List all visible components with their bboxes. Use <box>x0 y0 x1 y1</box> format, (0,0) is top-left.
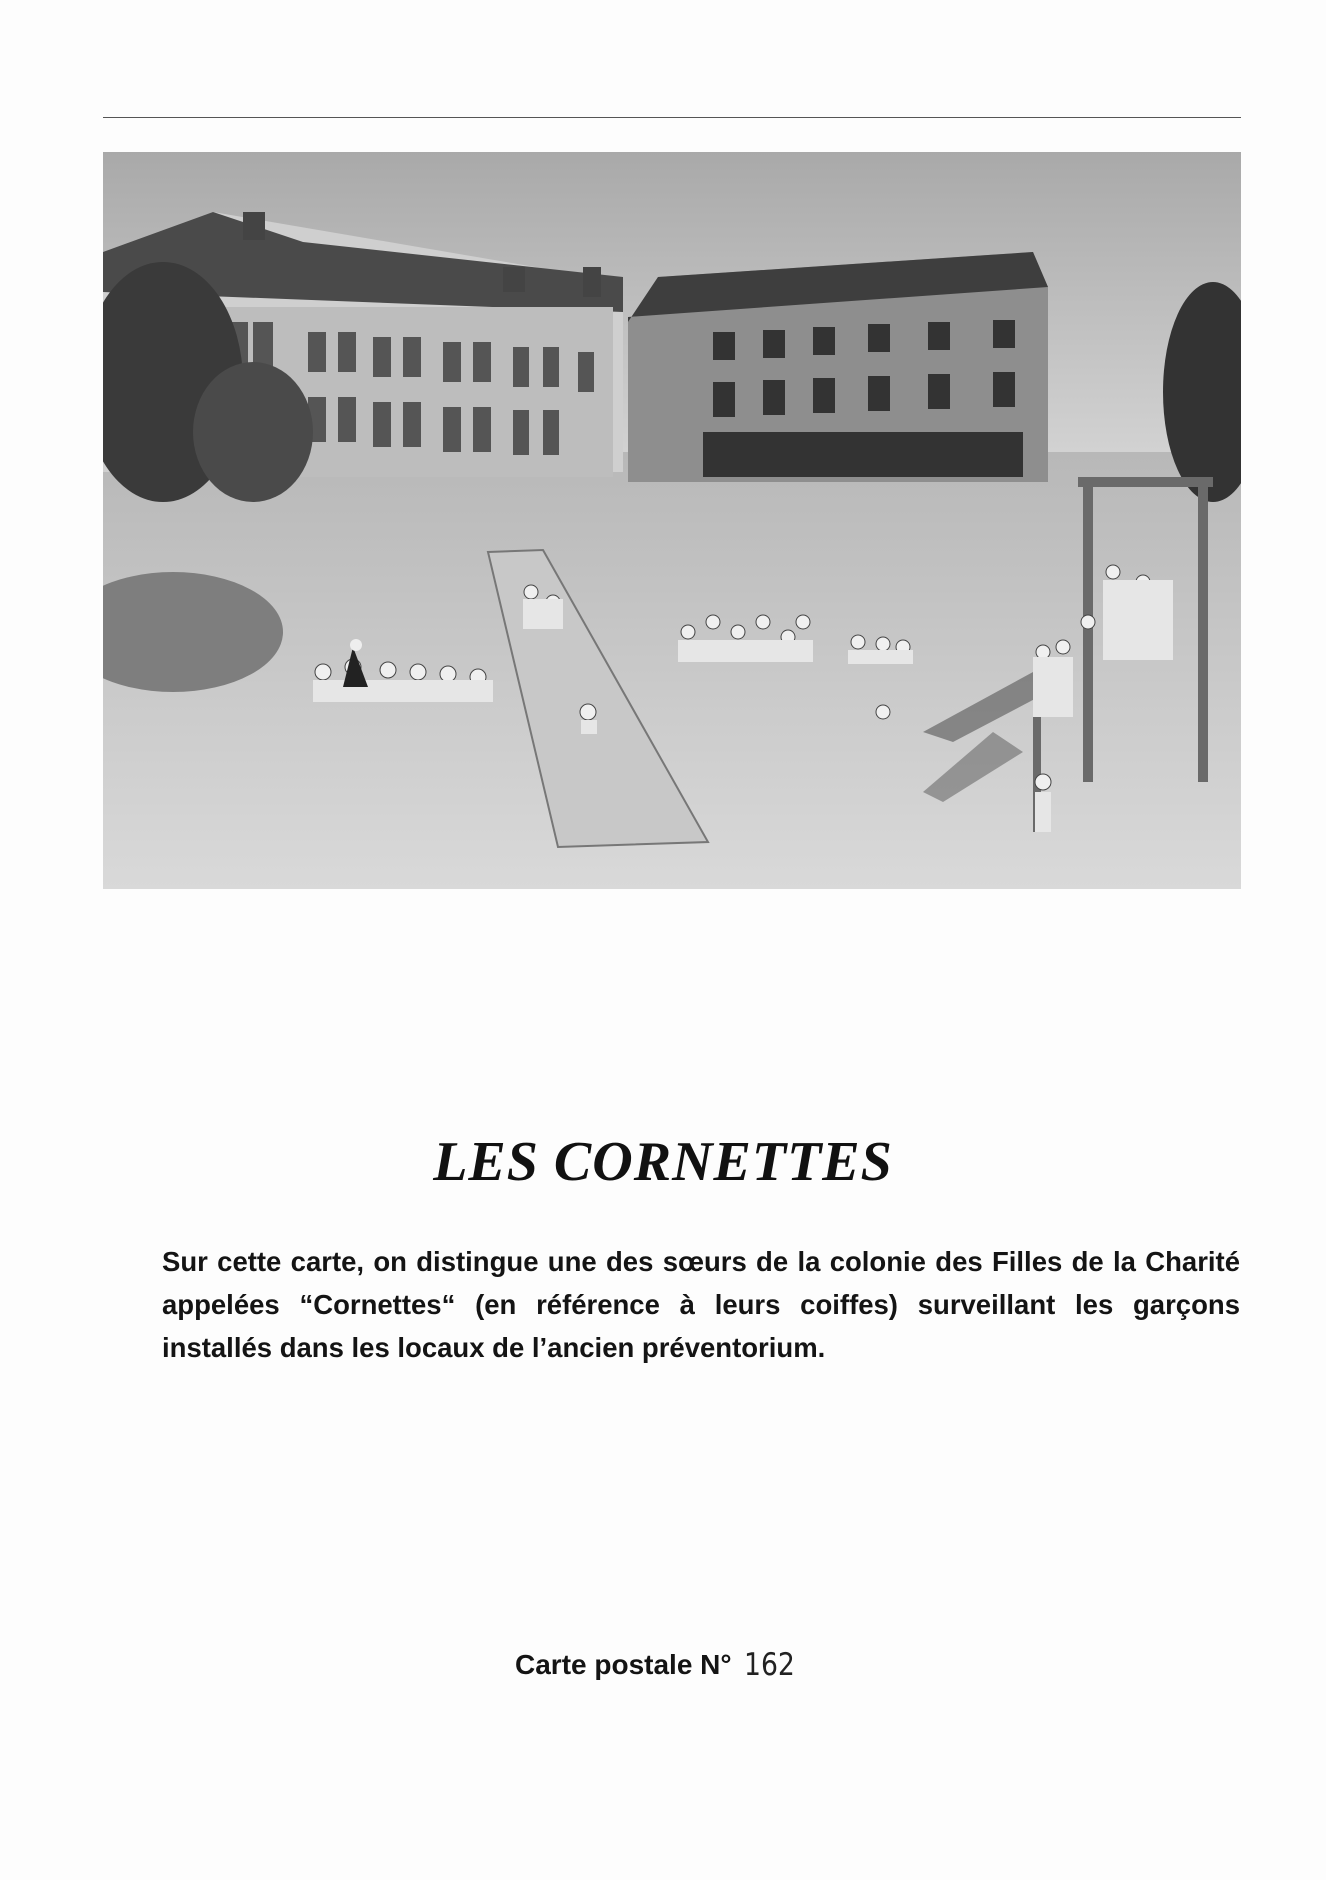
top-divider <box>103 117 1241 118</box>
page-title: LES CORNETTES <box>433 1131 893 1193</box>
description-paragraph: Sur cette carte, on distingue une des sœurs de la colonie des Filles de la Charité appelées “Cornettes“ (en référence à leurs coiffes) surveillant les garçons installés dans les locaux de l’ancien préventorium. <box>162 1246 1240 1363</box>
postcard-caption <box>515 1640 803 1690</box>
postcard-photo <box>103 152 1241 889</box>
caption-number: 162 <box>743 1647 795 1683</box>
caption-label: Carte postale N° <box>515 1649 732 1680</box>
